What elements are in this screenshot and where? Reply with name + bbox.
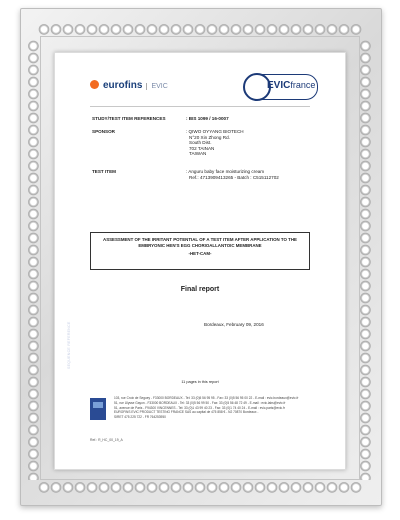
assessment-title-box <box>90 232 310 270</box>
sponsor-line: TAIWAN <box>189 151 207 156</box>
test-item-line: : Anguru baby face moisturizing cream <box>186 169 265 174</box>
sponsor-label: SPONSOR <box>92 129 115 134</box>
evic-logo-text: EVICfrance <box>267 80 316 91</box>
assessment-method: -HET-CAM- <box>188 251 212 257</box>
sponsor-line: N°20 Xin Zhong Rd. <box>189 134 230 140</box>
evic-france-logo <box>244 74 318 100</box>
report-date: Bordeaux, February 09, 2016 <box>204 322 264 327</box>
test-item-label: TEST ITEM <box>92 169 116 174</box>
document-reference: Ref.: R_HC_00_19_A <box>90 438 123 442</box>
cofrac-accreditation-logo <box>90 398 106 420</box>
sponsor-value <box>186 129 316 157</box>
test-item-value <box>186 169 316 180</box>
header-divider <box>90 106 310 107</box>
side-watermark <box>64 232 72 382</box>
study-value: : BIS 1099 / 16-0007 <box>186 116 229 121</box>
eurofins-logo <box>90 80 168 91</box>
eurofins-logo-sub: EVIC <box>146 83 167 90</box>
address-footer <box>114 396 314 420</box>
report-document <box>54 52 346 470</box>
footer-line: EUROFINS EVIC PRODUCT TESTING FRANCE SAS au capital de 475 858 € - N2 70870 Bordeaux - <box>114 410 259 415</box>
study-label: STUDY/TEST ITEM REFERENCES <box>92 116 166 121</box>
footer-line: 103, rue Croix de Seguey - F33000 BORDEAUX - Tel: 33 (0)5 56 95 95 - Fax: 33 (0)5 56 95 00 22 - E-mail : evic.bordeaux@evic.fr <box>114 396 299 400</box>
footer-line: 51, avenue de Paris - F94300 VINCENNES - Tel: 33 (0)1 43 99 40 23 - Fax: 33 (0)1 74 40 24 - E-mail : evic.paris@evic.fr <box>114 405 285 410</box>
eurofins-logo-text: eurofins <box>103 80 143 91</box>
sponsor-line: : QIWO OYYANG BIOTECH <box>186 129 244 134</box>
footer-line: SIRET 475 225 722 - FR 764253950 <box>114 415 166 420</box>
page-count: 11 pages in this report <box>181 380 219 384</box>
footer-line: 51, rue Ulysse Gayon - F33000 BORDEAUX - Tel: 33 (0)5 56 99 50 - Fax: 33 (0)5 56 48 72 49 - E-mail : evic.labs@evic.fr <box>114 400 286 405</box>
side-watermark-text: SEQUENCE REFERENCE <box>67 321 71 369</box>
assessment-title-line: ASSESSMENT OF THE IRRITANT POTENTIAL OF A TEST ITEM AFTER APPLICATION TO THE <box>103 237 297 242</box>
final-report-heading: Final report <box>180 286 220 293</box>
test-item-line: Ref.: 4713909413265 - Batch : C515112702 <box>189 174 279 180</box>
sponsor-line: South Dist. <box>189 140 212 145</box>
eurofins-logo-icon <box>90 80 99 89</box>
logo-bar <box>54 70 346 104</box>
sponsor-line: 702 TAINAN <box>189 145 215 151</box>
assessment-title-line: EMBRYONIC HEN'S EGG CHORIOALLANTOIC MEMBRANE <box>138 242 262 248</box>
